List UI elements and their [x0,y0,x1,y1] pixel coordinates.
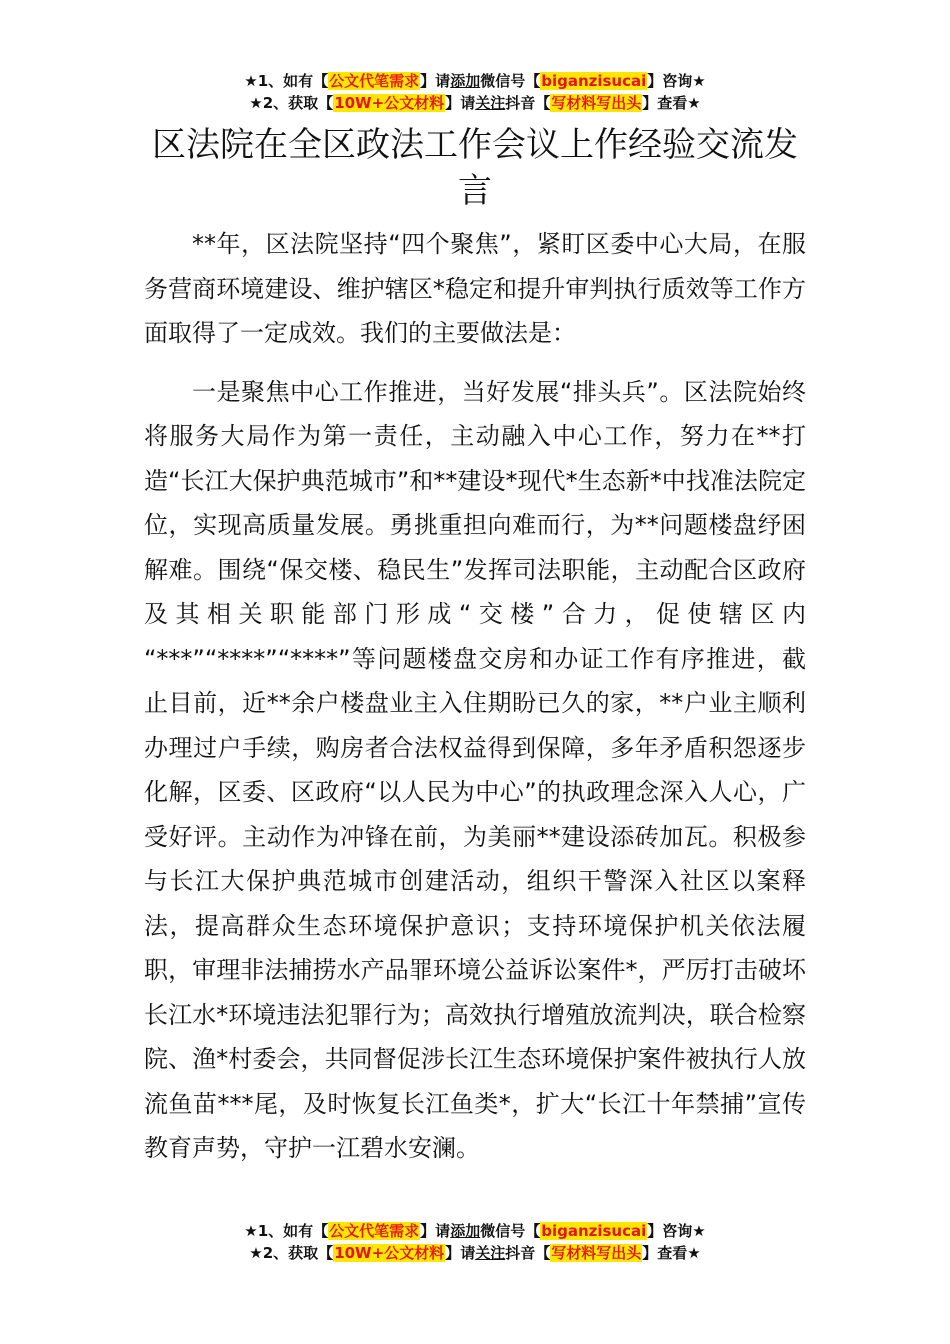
promo-line-2 [0,92,950,114]
promo-highlight: 10W+公文材料 [334,1244,445,1262]
promo-text: 】查看★ [642,94,701,112]
promo-text: 】请 [445,1244,476,1262]
promo-highlight: 公文代笔需求 [329,72,420,90]
promo-text: ★1、如有【 [244,1222,329,1240]
promo-underline: 关注 [475,1244,506,1262]
promo-text: 】咨询★ [647,1222,706,1240]
promo-text: 微信号【 [480,72,541,90]
paragraph-intro: **年，区法院坚持“四个聚焦”，紧盯区委中心大局，在服务营商环境建设、维护辖区*稳定和提升审判执行质效等工作方面取得了一定成效。我们的主要做法是： [144,230,806,347]
promo-text: ★2、获取【 [249,1244,334,1262]
promo-text: 微信号【 [480,1222,541,1240]
promo-highlight: biganzisucai [541,72,647,90]
promo-line-2 [0,1242,950,1264]
promo-text: ★1、如有【 [244,72,329,90]
promo-text: ★2、获取【 [249,94,334,112]
promo-text: 】请 [445,94,476,112]
promo-text: 】查看★ [642,1244,701,1262]
promo-banner-bottom [0,1220,950,1264]
promo-underline: 关注 [475,94,506,112]
promo-text: 】请 [420,1222,451,1240]
promo-text: 】请 [420,72,451,90]
promo-line-1 [0,1220,950,1242]
paragraph-point-one: 一是聚焦中心工作推进，当好发展“排头兵”。区法院始终将服务大局作为第一责任，主动融入中心工作，努力在**打造“长江大保护典范城市”和**建设*现代*生态新*中找准法院定位，实现高质量发展。勇挑重担向难而行，为**问题楼盘纾困解难。围绕“保交楼、稳民生”发挥司法职能，主动配合区政府及其相关职能部门形成“交楼”合力，促使辖区内 “***”“****”“****”等问题楼盘交房和办证工作有序推进，截止目前，近**余户楼盘业主入住期盼已久的家，**户业主顺利办理过户手续，购房者合法权益得到保障，多年矛盾积怨逐步化解，区委、区政府“以人民为中心”的执政理念深入人心，广受好评。主动作为冲锋在前，为美丽**建设添砖加瓦。积极参与长江大保护典范城市创建活动，组织干警深入社区以案释法，提高群众生态环境保护意识；支持环境保护机关依法履职，审理非法捕捞水产品罪环境公益诉讼案件*，严厉打击破坏长江水*环境违法犯罪行为；高效执行增殖放流判决，联合检察院、渔*村委会，共同督促涉长江生态环境保护案件被执行人放流鱼苗***尾，及时恢复长江鱼类*，扩大“长江十年禁捕”宣传教育声势，守护一江碧水安澜。 [144,377,806,1162]
promo-underline: 添加 [450,1222,481,1240]
promo-text: 抖音【 [505,1244,551,1262]
promo-text: 抖音【 [505,94,551,112]
promo-line-1 [0,70,950,92]
promo-highlight: 公文代笔需求 [329,1222,420,1240]
promo-banner-top [0,70,950,114]
promo-highlight: 写材料写出头 [551,94,642,112]
promo-highlight: 10W+公文材料 [334,94,445,112]
promo-text: 】咨询★ [647,72,706,90]
promo-highlight: 写材料写出头 [551,1244,642,1262]
document-body [144,222,806,1171]
promo-highlight: biganzisucai [541,1222,647,1240]
document-title: 区法院在全区政法工作会议上作经验交流发言 [152,125,798,211]
promo-underline: 添加 [450,72,481,90]
